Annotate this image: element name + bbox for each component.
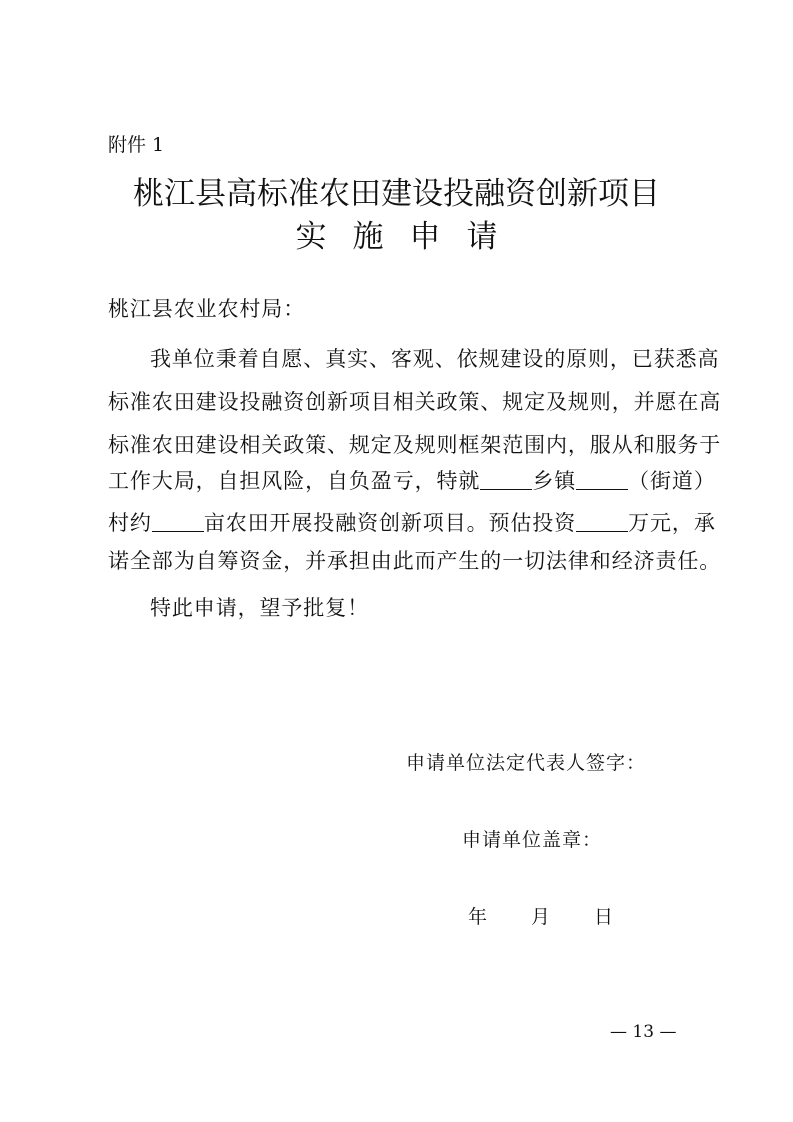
document-title-line1: 桃江县高标准农田建设投融资创新项目	[133, 176, 660, 212]
date-label: 年 月 日	[468, 906, 616, 928]
paragraph-line-4	[108, 465, 716, 495]
document-title-line2: 实施申请	[295, 219, 524, 255]
paragraph-line-5-text-b: 亩农田开展投融资创新项目。预估投资	[203, 511, 577, 535]
paragraph-line-5	[108, 507, 716, 537]
paragraph-line-2: 标准农田建设投融资创新项目相关政策、规定及规则，并愿在高	[108, 390, 722, 414]
paragraph-line-4-text-b: 乡镇	[532, 469, 577, 493]
seal-label: 申请单位盖章：	[462, 829, 603, 851]
closing-request: 特此申请，望予批复！	[150, 596, 369, 620]
paragraph-line-4-text-c: （街道）	[628, 469, 716, 493]
representative-signature-label: 申请单位法定代表人签字：	[406, 752, 647, 774]
paragraph-line-6: 诺全部为自筹资金，并承担由此而产生的一切法律和经济责任。	[108, 549, 722, 573]
village-area-blank-field[interactable]	[152, 513, 204, 532]
addressee: 桃江县农业农村局：	[108, 297, 306, 321]
township-blank-field[interactable]	[480, 471, 532, 490]
paragraph-line-3: 标准农田建设相关政策、规定及规则框架范围内，服从和服务于	[108, 433, 722, 457]
annex-label: 附件 1	[108, 134, 165, 156]
investment-blank-field[interactable]	[576, 513, 628, 532]
paragraph-line-5-text-a: 村约	[108, 511, 152, 535]
paragraph-line-4-text-a: 工作大局，自担风险，自负盈亏，特就	[108, 469, 481, 493]
paragraph-line-1: 我单位秉着自愿、真实、客观、依规建设的原则，已获悉高	[150, 347, 720, 371]
paragraph-line-5-text-c: 万元，承	[628, 511, 716, 535]
page-number: — 13 —	[610, 1022, 677, 1042]
street-blank-field[interactable]	[576, 471, 628, 490]
